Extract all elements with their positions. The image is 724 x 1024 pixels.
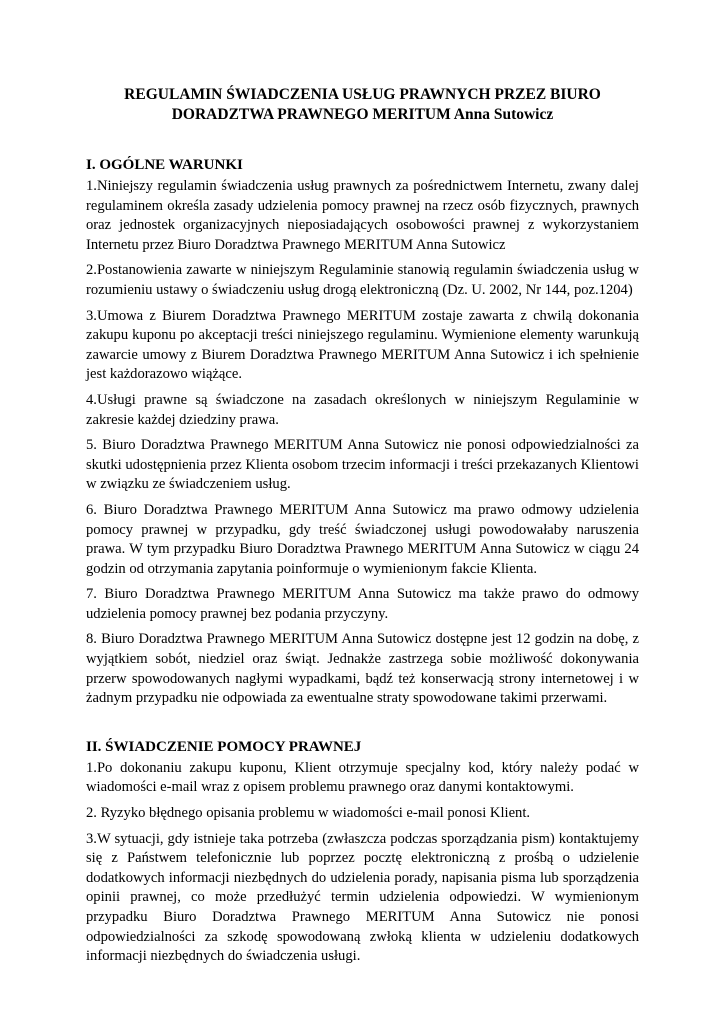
paragraph: 1.Niniejszy regulamin świadczenia usług prawnych za pośrednictwem Internetu, zwany dalej regulaminem określa zasady udzielenia pomocy prawnej na rzecz osób fizycznych, prawnych oraz jednostek organizacyjnych nieposiadających osobowości prawnej z wykorzystaniem Internetu przez Biuro Doradztwa Prawnego MERITUM Anna Sutowicz bbox=[86, 178, 639, 253]
paragraph: 8. Biuro Doradztwa Prawnego MERITUM Anna Sutowicz dostępne jest 12 godzin na dobę, z wyjątkiem sobót, niedziel oraz świąt. Jednakże zastrzega sobie możliwość dokonywania przerw spowodowanych nagłymi wypadkami, bądź też konserwacją strony internetowej i w żadnym przypadku nie odpowiada za ewentualne straty spowodowane takimi przerwami. bbox=[86, 631, 639, 707]
document-title bbox=[86, 85, 639, 125]
paragraph: 7. Biuro Doradztwa Prawnego MERITUM Anna Sutowicz ma także prawo do odmowy udzielenia pomocy prawnej bez podania przyczyny. bbox=[86, 586, 639, 622]
paragraph: 3.Umowa z Biurem Doradztwa Prawnego MERITUM zostaje zawarta z chwilą dokonania zakupu kuponu po akceptacji treści niniejszego regulaminu. Wymienione elementy warunkują zawarcie umowy z Biurem Doradztwa Prawnego MERITUM Anna Sutowicz i ich spełnienie jest każdorazowo wiążące. bbox=[86, 307, 639, 383]
paragraph: 1.Po dokonaniu zakupu kuponu, Klient otrzymuje specjalny kod, który należy podać w wiadomości e-mail wraz z opisem problemu prawnego oraz danymi kontaktowymi. bbox=[86, 759, 639, 796]
document-title-line-2: DORADZTWA PRAWNEGO MERITUM Anna Sutowicz bbox=[171, 106, 554, 123]
section-heading: II. ŚWIADCZENIE POMOCY PRAWNEJ bbox=[86, 738, 362, 755]
paragraph: 2.Postanowienia zawarte w niniejszym Regulaminie stanowią regulamin świadczenia usług w rozumieniu ustawy o świadczeniu usług drogą elektroniczną (Dz. U. 2002, Nr 144, poz.1204) bbox=[86, 262, 639, 298]
paragraph: 4.Usługi prawne są świadczone na zasadach określonych w niniejszym Regulaminie w zakresie każdej dziedziny prawa. bbox=[86, 391, 639, 428]
section-legal-assistance bbox=[86, 737, 639, 967]
paragraph: 2. Ryzyko błędnego opisania problemu w wiadomości e-mail ponosi Klient. bbox=[86, 805, 531, 822]
document-page bbox=[86, 85, 639, 973]
paragraph: 5. Biuro Doradztwa Prawnego MERITUM Anna Sutowicz nie ponosi odpowiedzialności za skutki udostępnienia przez Klienta osobom trzecim informacji i treści przekazanych Klientowi w związku ze świadczeniem usług. bbox=[86, 437, 639, 493]
paragraph: 6. Biuro Doradztwa Prawnego MERITUM Anna Sutowicz ma prawo odmowy udzielenia pomocy prawnej w przypadku, gdy treść świadczonej usługi powodowałaby naruszenia prawa. W tym przypadku Biuro Doradztwa Prawnego MERITUM Anna Sutowicz w ciągu 24 godzin od otrzymania zapytania poinformuje o wymienionym fakcie Klienta. bbox=[86, 501, 639, 577]
document-title-line-1: REGULAMIN ŚWIADCZENIA USŁUG PRAWNYCH PRZEZ BIURO bbox=[124, 86, 601, 103]
paragraph: 3.W sytuacji, gdy istnieje taka potrzeba (zwłaszcza podczas sporządzania pism) kontaktujemy się z Państwem telefonicznie lub poprzez pocztę elektroniczną z prośbą o udzielenie dodatkowych informacji niezbędnych do udzielenia porady, napisania pisma lub sporządzenia opinii prawnej, co może przedłużyć termin udzielenia odpowiedzi. W wymienionym przypadku Biuro Doradztwa Prawnego MERITUM Anna Sutowicz nie ponosi odpowiedzialności za szkodę spowodowaną zwłoką klienta w udzieleniu dodatkowych informacji niezbędnych do świadczenia usługi. bbox=[86, 830, 639, 965]
section-heading: I. OGÓLNE WARUNKI bbox=[86, 157, 243, 173]
section-general-terms bbox=[86, 155, 639, 709]
